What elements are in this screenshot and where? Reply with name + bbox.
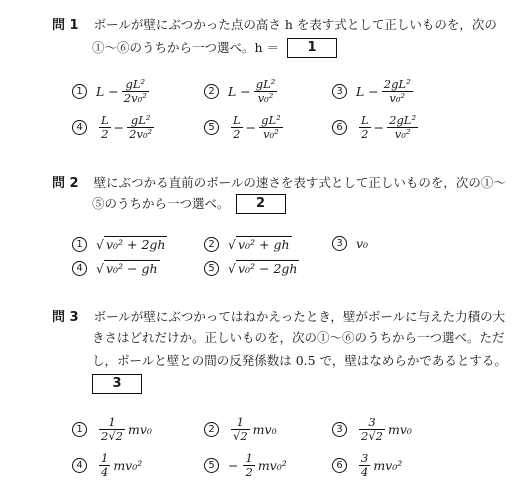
- q1-option-4[interactable]: [72, 114, 157, 141]
- q1-option-5[interactable]: [204, 114, 286, 141]
- question-2-header: [52, 172, 506, 191]
- q3-option-6[interactable]: [332, 452, 402, 479]
- fraction: $\frac{\text{gL²}}{\text{2v₀²}}$: [123, 77, 147, 105]
- option-lead: L −: [96, 84, 119, 99]
- q3-option-5[interactable]: [204, 452, 287, 479]
- sqrt-symbol: √: [228, 236, 236, 252]
- q3-option-3[interactable]: [332, 416, 412, 443]
- question-3-header: [52, 306, 505, 325]
- sqrt-symbol: √: [96, 260, 104, 276]
- fraction: $\frac{1}{√2}$: [233, 415, 248, 443]
- fraction: $\frac{\text{gL²}}{\text{2v₀²}}$: [129, 113, 153, 141]
- q3-option-2[interactable]: [204, 416, 277, 443]
- option-expression: v₀² + gh: [237, 237, 290, 252]
- option-number: 5: [204, 120, 219, 135]
- question-2-text-line2: ⑤のうちから一つ選べ。: [92, 196, 230, 211]
- fraction: $\frac{1}{2}$: [245, 451, 253, 479]
- option-lead: L −: [356, 84, 379, 99]
- fraction: $\frac{L}{2}$: [233, 113, 241, 141]
- fraction: $\frac{1}{4}$: [101, 451, 109, 479]
- question-1-header: [52, 14, 497, 33]
- answer-box-3[interactable]: 3: [92, 374, 142, 394]
- fraction: $\frac{\text{2gL²}}{\text{v₀²}}$: [389, 113, 417, 141]
- option-number: 5: [204, 261, 219, 276]
- question-1-line2: [92, 38, 337, 58]
- q2-option-4[interactable]: [72, 260, 160, 276]
- option-expression: v₀² + 2gh: [105, 237, 166, 252]
- minus-sign: −: [245, 120, 257, 135]
- q1-option-6[interactable]: [332, 114, 421, 141]
- minus-sign: −: [373, 120, 385, 135]
- fraction: $\frac{\text{2gL²}}{\text{v₀²}}$: [383, 77, 411, 105]
- sqrt-symbol: √: [96, 236, 104, 252]
- q2-option-5[interactable]: [204, 260, 299, 276]
- fraction: $\frac{L}{2}$: [101, 113, 109, 141]
- q1-option-3[interactable]: [332, 78, 416, 105]
- question-2-line2: [92, 194, 286, 214]
- minus-sign: −: [113, 120, 125, 135]
- fraction: $\frac{3}{2√2}$: [361, 415, 383, 443]
- minus-sign: −: [228, 458, 239, 473]
- option-expression: v₀: [356, 236, 369, 251]
- option-number: 3: [332, 422, 347, 437]
- q3-option-4[interactable]: [72, 452, 142, 479]
- question-1-text-line2: ①〜⑥のうちから一つ選べ。h ＝: [92, 40, 280, 55]
- option-expression: v₀² − gh: [105, 261, 158, 276]
- option-number: 6: [332, 120, 347, 135]
- question-3-text-line2: きさはどれだけか。正しいものを，次の①〜⑥のうちから一つ選べ。ただ: [92, 330, 505, 345]
- option-number: 2: [204, 84, 219, 99]
- option-number: 2: [204, 237, 219, 252]
- option-tail: mv₀: [252, 422, 277, 437]
- option-tail: mv₀: [387, 422, 412, 437]
- option-number: 1: [72, 422, 87, 437]
- option-tail: mv₀²: [113, 458, 143, 473]
- option-number: 6: [332, 458, 347, 473]
- sqrt-symbol: √: [228, 260, 236, 276]
- option-lead: L −: [228, 84, 251, 99]
- option-number: 4: [72, 261, 87, 276]
- option-number: 4: [72, 458, 87, 473]
- fraction: $\frac{\text{gL²}}{\text{v₀²}}$: [255, 77, 276, 105]
- option-tail: mv₀²: [257, 458, 287, 473]
- fraction: $\frac{3}{4}$: [361, 451, 369, 479]
- q1-option-1[interactable]: [72, 78, 152, 105]
- option-number: 1: [72, 84, 87, 99]
- question-3-label: 問 3: [52, 310, 79, 325]
- q2-option-1[interactable]: [72, 236, 167, 252]
- option-tail: mv₀: [127, 422, 152, 437]
- question-2-text-line1: 壁にぶつかる直前のボールの速さを表す式として正しいものを，次の①〜: [93, 175, 506, 190]
- question-2-label: 問 2: [52, 176, 79, 191]
- option-number: 4: [72, 120, 87, 135]
- q2-option-2[interactable]: [204, 236, 292, 252]
- question-1-label: 問 1: [52, 18, 79, 33]
- option-number: 3: [332, 236, 347, 251]
- question-3-text-line3: し，ボールと壁との間の反発係数は 0.5 で，壁はなめらかであるとする。: [92, 353, 507, 368]
- answer-box-2[interactable]: 2: [236, 194, 286, 214]
- option-number: 1: [72, 237, 87, 252]
- option-tail: mv₀²: [373, 458, 403, 473]
- question-1-text-line1: ボールが壁にぶつかった点の高さ h を表す式として正しいものを，次の: [93, 17, 497, 32]
- q2-option-3[interactable]: [332, 236, 368, 251]
- question-3-text-line1: ボールが壁にぶつかってはねかえったとき，壁がボールに与えた力積の大: [93, 309, 506, 324]
- option-number: 5: [204, 458, 219, 473]
- q3-option-1[interactable]: [72, 416, 152, 443]
- fraction: $\frac{1}{2√2}$: [101, 415, 123, 443]
- option-expression: v₀² − 2gh: [237, 261, 298, 276]
- answer-box-1[interactable]: 1: [287, 38, 337, 58]
- fraction: $\frac{L}{2}$: [361, 113, 369, 141]
- option-number: 2: [204, 422, 219, 437]
- fraction: $\frac{\text{gL²}}{\text{v₀²}}$: [261, 113, 281, 141]
- q1-option-2[interactable]: [204, 78, 280, 105]
- option-number: 3: [332, 84, 347, 99]
